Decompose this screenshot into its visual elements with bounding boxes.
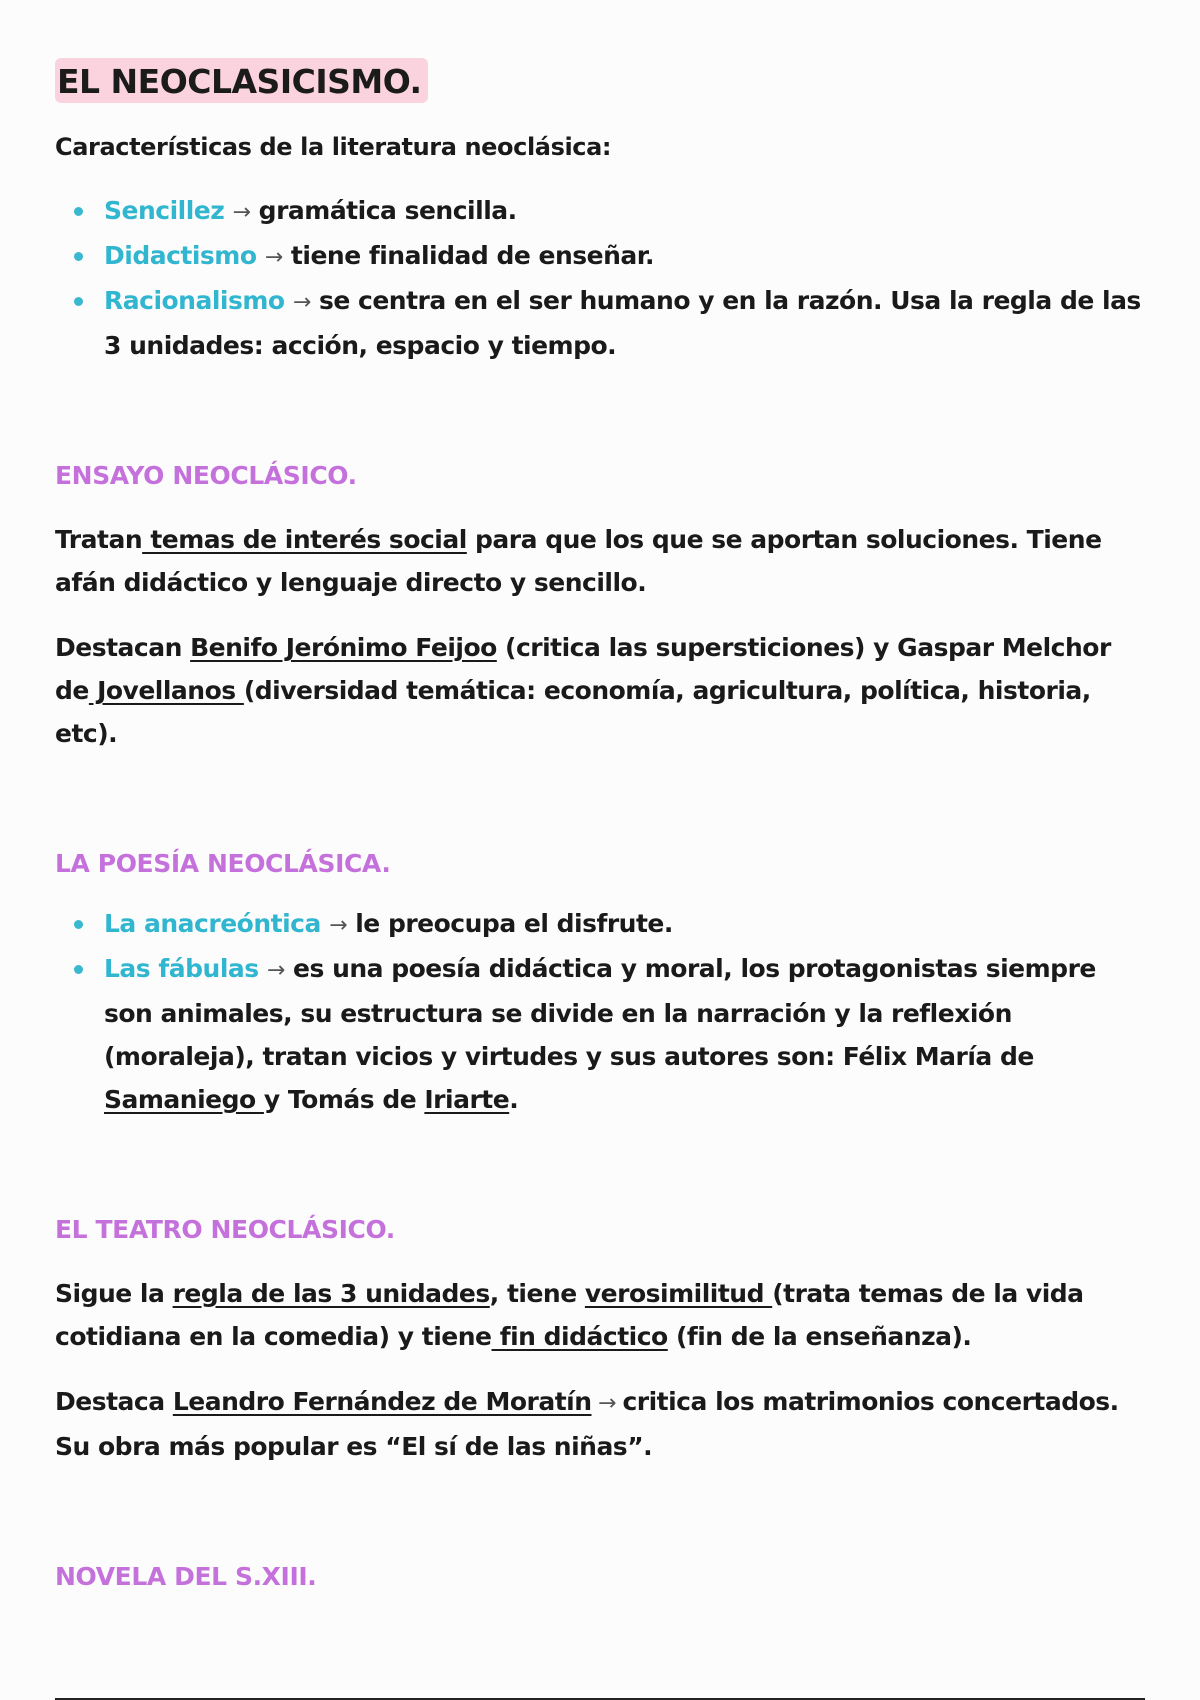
bullet-dot-icon <box>74 207 83 216</box>
text-run: para que los que se aportan soluciones. Tiene afán didáctico y lenguaje directo y sencillo. <box>55 525 1102 597</box>
item-text: tiene finalidad de enseñar. <box>290 241 655 270</box>
underlined-author: Iriarte <box>424 1085 510 1114</box>
ensayo-paragraph-1 <box>55 518 1145 604</box>
arrow-icon: → <box>292 290 311 315</box>
item-text: es una poesía didáctica y moral, los protagonistas siempre son animales, su estructura se divide en la narración y la reflexión (moraleja), tratan vicios y virtudes y sus autores son: Félix María de <box>104 954 1096 1071</box>
list-item <box>55 947 1145 1121</box>
list-item <box>55 189 1145 234</box>
section-heading-poesia: LA POESÍA NEOCLÁSICA. <box>55 849 391 878</box>
text-run: (diversidad temática: economía, agricultura, política, historia, etc). <box>55 676 1091 748</box>
term: Didactismo <box>104 241 257 270</box>
title-highlight <box>55 58 428 103</box>
list-item <box>55 279 1145 367</box>
arrow-icon: → <box>264 245 283 270</box>
text-run: Tratan <box>55 525 143 554</box>
text-run: (fin de la enseñanza). <box>667 1322 972 1351</box>
arrow-icon: → <box>232 200 251 225</box>
term: Racionalismo <box>104 286 285 315</box>
text-run: Destaca <box>55 1387 173 1416</box>
item-text: se centra en el ser humano y en la razón. Usa la regla de las 3 unidades: acción, espacio y tiempo. <box>104 286 1141 360</box>
text-run: Sigue la <box>55 1279 173 1308</box>
page-title: EL NEOCLASICISMO. <box>57 62 422 101</box>
ensayo-paragraph-2 <box>55 626 1145 755</box>
bullet-dot-icon <box>74 252 83 261</box>
list-item <box>55 234 1145 279</box>
bullet-dot-icon <box>74 297 83 306</box>
teatro-paragraph-2 <box>55 1380 1145 1468</box>
term: Sencillez <box>104 196 225 225</box>
poesia-list <box>55 902 1145 1121</box>
characteristics-list <box>55 189 1145 367</box>
term: La anacreóntica <box>104 909 321 938</box>
underlined-text: temas de interés social <box>142 525 467 554</box>
text-run: Destacan <box>55 633 191 662</box>
bullet-dot-icon <box>74 920 83 929</box>
text-run: critica los matrimonios concertados. Su obra más popular es “El sí de las niñas”. <box>55 1387 1119 1461</box>
section-heading-novela: NOVELA DEL S.XIII. <box>55 1562 317 1591</box>
underlined-author: Benifo Jerónimo Feijoo <box>190 633 497 662</box>
underlined-text: regla de las 3 unidades <box>172 1279 490 1308</box>
underlined-text: fin didáctico <box>491 1322 668 1351</box>
underlined-text: verosimilitud <box>584 1279 773 1308</box>
text-run: (critica las supersticiones) y Gaspar Melchor de <box>55 633 1111 705</box>
arrow-icon: → <box>266 958 285 983</box>
underlined-author: Jovellanos <box>88 676 244 705</box>
underlined-author: Leandro Fernández de Moratín <box>172 1387 592 1416</box>
arrow-icon: → <box>329 913 347 938</box>
term: Las fábulas <box>104 954 259 983</box>
list-item <box>55 902 1145 947</box>
item-text: le preocupa el disfrute. <box>355 909 673 938</box>
section-heading-teatro: EL TEATRO NEOCLÁSICO. <box>55 1215 395 1244</box>
teatro-paragraph-1 <box>55 1272 1145 1358</box>
arrow-icon: → <box>591 1391 623 1416</box>
text-run: (trata temas de la vida cotidiana en la comedia) y tiene <box>55 1279 1084 1351</box>
text-run: . <box>509 1085 519 1114</box>
characteristics-heading: Características de la literatura neoclásica: <box>55 133 612 161</box>
text-run: , tiene <box>489 1279 585 1308</box>
text-run: y Tomás de <box>263 1085 425 1114</box>
bullet-dot-icon <box>74 965 83 974</box>
underlined-author: Samaniego <box>104 1085 264 1114</box>
section-heading-ensayo: ENSAYO NEOCLÁSICO. <box>55 461 357 490</box>
item-text: gramática sencilla. <box>258 196 517 225</box>
